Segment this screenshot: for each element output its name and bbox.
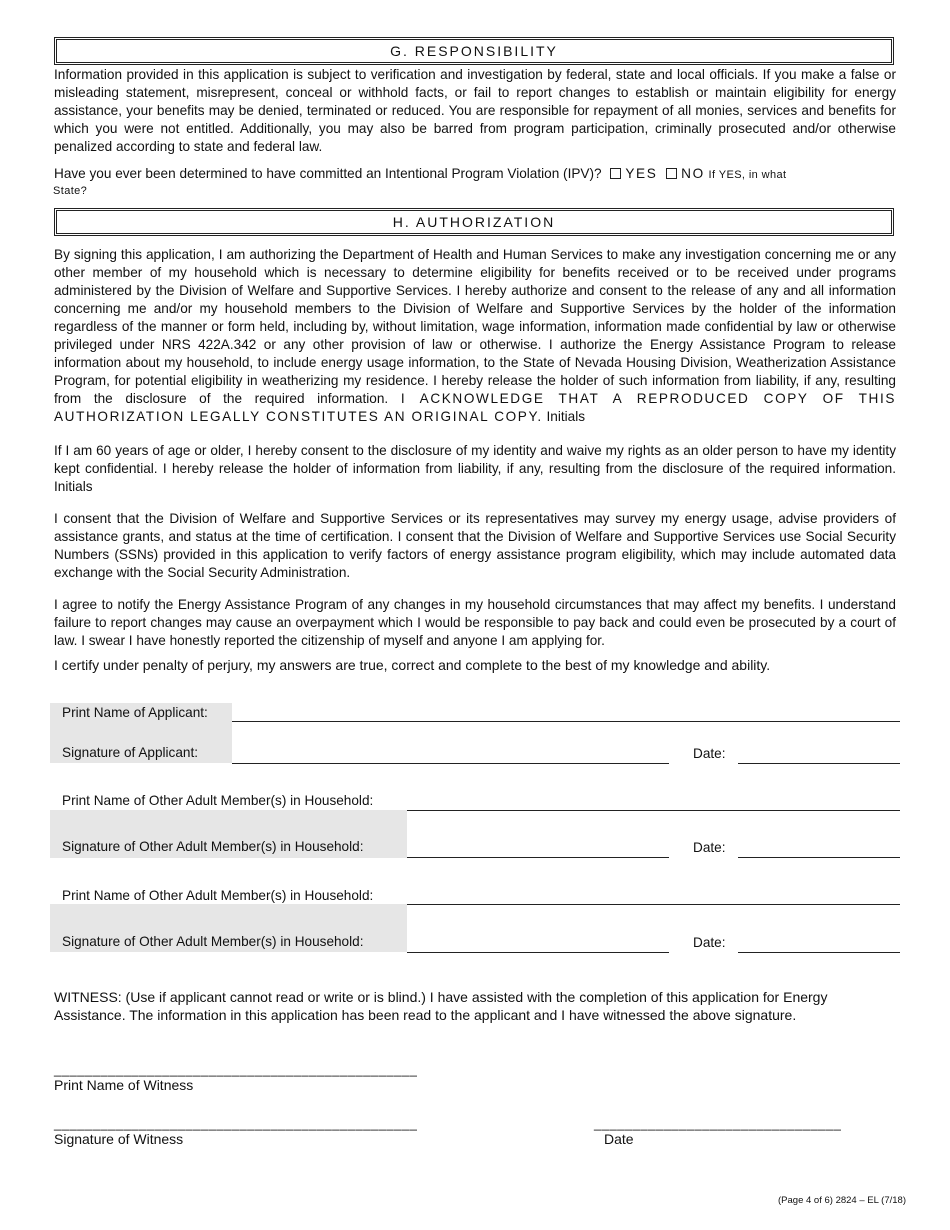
print-name-other-adult-2-field[interactable]	[407, 904, 900, 905]
print-name-other-adult-1-label: Print Name of Other Adult Member(s) in Household:	[62, 793, 374, 808]
ipv-yes-checkbox[interactable]	[610, 168, 621, 179]
certify-statement: I certify under penalty of perjury, my answers are true, correct and complete to the best of my knowledge and ability.	[54, 657, 771, 673]
older-person-text: If I am 60 years of age or older, I hereby consent to the disclosure of my identity and waive my rights as an older person to have my identity kept confidential. I hereby release the holder of information from liability, if any, resulting from the disclosure of the required information.	[54, 443, 896, 476]
ipv-no-label: NO	[681, 166, 705, 181]
section-g-heading: G. RESPONSIBILITY	[54, 37, 894, 65]
print-name-applicant-field[interactable]	[232, 721, 900, 722]
signature-other-adult-2-field[interactable]	[407, 952, 669, 953]
initials-label-2: Initials	[54, 479, 93, 494]
ipv-state-label: State?	[53, 185, 88, 197]
signature-other-adult-1-label: Signature of Other Adult Member(s) in Household:	[62, 839, 364, 854]
witness-print-name-line[interactable]: _______________________________________________	[54, 1062, 418, 1077]
witness-date-label: Date	[604, 1131, 634, 1147]
print-name-other-adult-1-field[interactable]	[407, 810, 900, 811]
ipv-yes-label: YES	[625, 166, 658, 181]
ipv-if-yes-text: If YES, in what	[708, 169, 787, 181]
signature-applicant-label: Signature of Applicant:	[62, 745, 199, 760]
witness-print-name-label: Print Name of Witness	[54, 1077, 194, 1093]
witness-statement: WITNESS: (Use if applicant cannot read or write or is blind.) I have assisted with the completion of this application for Energy Assistance. The information in this application has been read to the applicant and I have witnessed the above signature.	[54, 989, 828, 1023]
other-adult-2-date-label: Date:	[693, 935, 726, 950]
authorization-paragraph-1	[54, 246, 896, 426]
signature-other-adult-1-field[interactable]	[407, 857, 669, 858]
authorization-paragraph-2	[54, 442, 896, 496]
print-name-applicant-label: Print Name of Applicant:	[62, 705, 208, 720]
witness-signature-line[interactable]: _______________________________________________	[54, 1116, 418, 1131]
other-adult-1-date-label: Date:	[693, 840, 726, 855]
authorization-text: By signing this application, I am authorizing the Department of Health and Human Services to make any investigation concerning me or any other member of my household which is necessary to determine eligibility for benefits received or to be received under programs administered by the Division of Welfare and Supportive Services. I hereby authorize and consent to the release of any and all information concerning me and/or my household members to the Division of Welfare and Supportive Services by the holder of the information regardless of the manner or form held, including by, without limitation, wage information, information made confidential by law or otherwise privileged under NRS 422A.342 or any other provision of law or otherwise. I authorize the Energy Assistance Program to release information about my household, to include energy usage information, to the State of Nevada Housing Division, Weatherization Assistance Program, for potential eligibility in weatherizing my residence. I hereby release the holder of such information from liability, if any, resulting from the disclosure of the required information.	[54, 247, 896, 406]
signature-other-adult-2-label: Signature of Other Adult Member(s) in Household:	[62, 934, 364, 949]
signature-applicant-field[interactable]	[232, 763, 669, 764]
witness-signature-label: Signature of Witness	[54, 1131, 184, 1147]
other-adult-2-date-field[interactable]	[738, 952, 900, 953]
authorization-paragraph-3: I consent that the Division of Welfare and Supportive Services or its representatives may survey my energy usage, advise providers of assistance grants, and status at the time of certification. I consent that the Division of Welfare and Supportive Services use Social Security Numbers (SSNs) provided in this application to verify factors of energy assistance program eligibility, which may include automated data exchange with the Social Security Administration.	[54, 511, 896, 580]
ipv-question: Have you ever been determined to have committed an Intentional Program Violation (IPV)?	[54, 166, 602, 181]
page-footer: (Page 4 of 6) 2824 – EL (7/18)	[778, 1195, 906, 1206]
authorization-paragraph-4: I agree to notify the Energy Assistance Program of any changes in my household circumstances that may affect my benefits. I understand failure to report changes may cause an overpayment which I would be responsible to pay back and could even be prosecuted by a court of law. I swear I have honestly reported the citizenship of myself and anyone I am applying for.	[54, 597, 896, 648]
witness-date-line[interactable]: ________________________________	[594, 1116, 842, 1131]
acknowledge-caps-text: I ACKNOWLEDGE THAT A REPRODUCED COPY OF THIS AUTHORIZATION LEGALLY CONSTITUTES AN ORIGINAL COPY.	[54, 391, 897, 424]
ipv-question-row	[54, 166, 896, 181]
section-h-heading: H. AUTHORIZATION	[54, 208, 894, 236]
applicant-date-field[interactable]	[738, 763, 900, 764]
other-adult-1-date-field[interactable]	[738, 857, 900, 858]
print-name-other-adult-2-label: Print Name of Other Adult Member(s) in Household:	[62, 888, 374, 903]
applicant-date-label: Date:	[693, 746, 726, 761]
section-g-body: Information provided in this application is subject to verification and investigation by federal, state and local officials. If you make a false or misleading statement, misrepresent, conceal or withhold facts, or fail to report changes to establish or maintain eligibility for energy assistance, your benefits may be denied, terminated or reduced. You are responsible for repayment of all monies, services and benefits for which you were not entitled. Additionally, you may also be barred from program participation, criminally prosecuted and/or otherwise penalized according to state and federal law.	[54, 67, 896, 154]
ipv-no-checkbox[interactable]	[666, 168, 677, 179]
initials-label-1: Initials	[546, 409, 586, 424]
